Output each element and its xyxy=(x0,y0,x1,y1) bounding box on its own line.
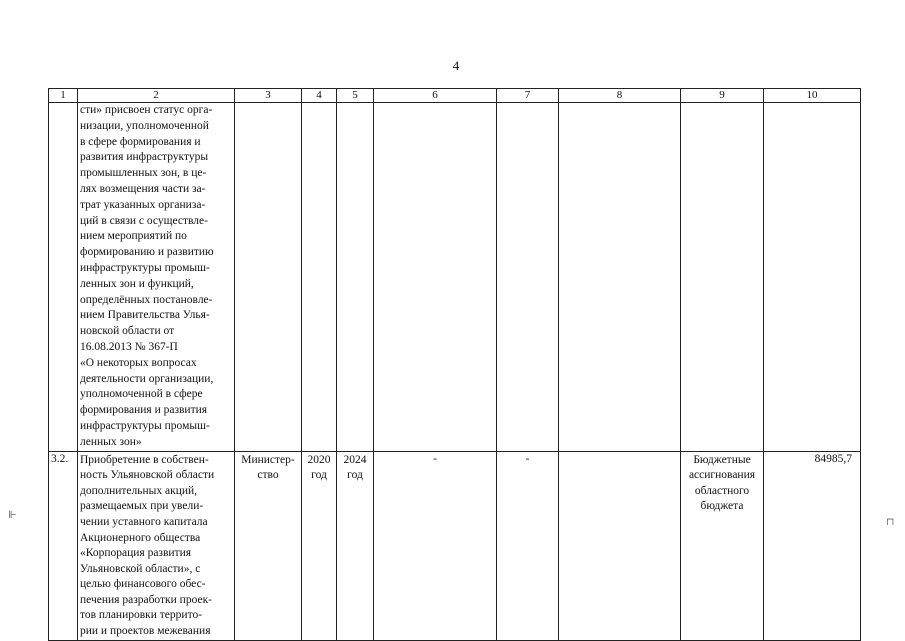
col6-cell xyxy=(374,103,497,452)
header-cell: 6 xyxy=(374,89,497,103)
executor-cell: Министер- ство xyxy=(235,451,302,640)
amount-cell xyxy=(764,103,861,452)
header-cell: 5 xyxy=(337,89,374,103)
col8-cell xyxy=(559,103,681,452)
start-year-cell: 2020 год xyxy=(302,451,337,640)
measure-description-cell: Приобретение в собствен- ность Ульяновской области дополнительных акций, размещаемых при увели- чении уставного капитала Акционерного общества «Корпорация развития Ульяновской области», с целью финансового обес- печения разработки проек- тов планировки террито- рии и проектов межевания xyxy=(78,451,235,640)
table-row xyxy=(49,451,861,640)
col7-cell xyxy=(497,103,559,452)
header-cell: 2 xyxy=(78,89,235,103)
measure-description-cell: сти» присвоен статус орга- низации, уполномоченной в сфере формирования и развития инфраструктуры промышленных зон, в це- лях возмещения части за- трат указанных организа- ций в связи с осуществле- нием мероприятий по формированию и развитию инфраструктуры промыш- ленных зон и функций, определённых постановле- нием Правительства Улья- новской области от 16.08.2013 № 367-П «О некоторых вопросах деятельности организации, уполномоченной в сфере формирования и развития инфраструктуры промыш- ленных зон» xyxy=(78,103,235,452)
funding-source-cell xyxy=(681,103,764,452)
executor-cell xyxy=(235,103,302,452)
header-cell: 7 xyxy=(497,89,559,103)
scan-artifact-mark: ⊩ xyxy=(8,510,17,521)
table-row xyxy=(49,103,861,452)
row-number-cell: 3.2. xyxy=(49,451,78,640)
amount-cell: 84985,7 xyxy=(764,451,861,640)
scan-artifact-mark: ⊓ xyxy=(886,517,895,528)
col6-cell: - xyxy=(374,451,497,640)
page-number: 4 xyxy=(452,58,460,73)
end-year-cell: 2024 год xyxy=(337,451,374,640)
funding-source-cell: Бюджетные ассигнования областного бюджета xyxy=(681,451,764,640)
end-year-cell xyxy=(337,103,374,452)
start-year-cell xyxy=(302,103,337,452)
col8-cell xyxy=(559,451,681,640)
header-cell: 1 xyxy=(49,89,78,103)
header-cell: 3 xyxy=(235,89,302,103)
document-table xyxy=(48,88,861,641)
header-cell: 9 xyxy=(681,89,764,103)
header-cell: 10 xyxy=(764,89,861,103)
col7-cell: - xyxy=(497,451,559,640)
table-header-row xyxy=(49,89,861,103)
row-number-cell xyxy=(49,103,78,452)
header-cell: 4 xyxy=(302,89,337,103)
header-cell: 8 xyxy=(559,89,681,103)
